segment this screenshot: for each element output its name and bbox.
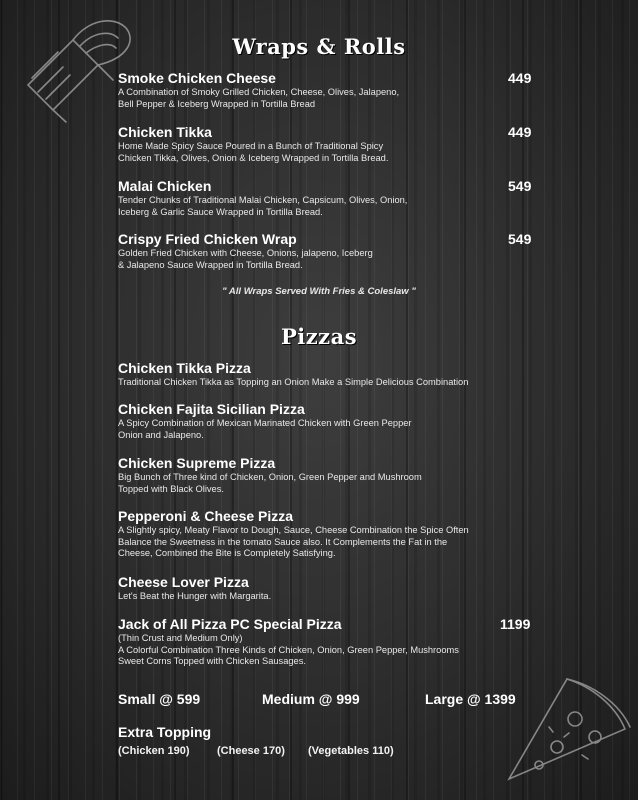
item-description: Sweet Corns Topped with Chicken Sausages. <box>118 656 306 666</box>
menu-item <box>118 401 548 441</box>
item-description: A Slightly spicy, Meaty Flavor to Dough, Sauce, Cheese Combination the Spice Often <box>118 525 469 535</box>
item-description: Home Made Spicy Sauce Poured in a Bunch of Traditional Spicy <box>118 141 384 151</box>
item-description: Onion and Jalapeno. <box>118 429 204 440</box>
pizzas-section-title: Pizzas <box>280 324 358 349</box>
item-description: Let's Beat the Hunger with Margarita. <box>118 591 272 601</box>
menu-item <box>118 508 548 560</box>
topping-chicken: (Chicken 190) <box>118 745 190 757</box>
item-description: Bell Pepper & Iceberg Wrapped in Tortilla Bread <box>118 98 316 109</box>
menu-item <box>118 616 548 668</box>
menu-item <box>118 455 548 495</box>
item-description: Cheese, Combined the Bite is Completely Satisfying. <box>118 548 336 558</box>
menu-item <box>118 124 548 164</box>
item-description: A Spicy Combination of Mexican Marinated Chicken with Green Pepper <box>118 418 412 428</box>
item-name: Chicken Tikka <box>118 124 212 140</box>
item-name: Chicken Supreme Pizza <box>118 455 276 471</box>
item-name: Smoke Chicken Cheese <box>118 70 276 86</box>
item-name: Crispy Fried Chicken Wrap <box>118 231 297 247</box>
menu-item <box>118 360 548 389</box>
item-name: Jack of All Pizza PC Special Pizza <box>118 616 342 632</box>
item-description: A Combination of Smoky Grilled Chicken, Cheese, Olives, Jalapeno, <box>118 87 400 97</box>
item-price: 549 <box>508 178 532 194</box>
item-description: & Jalapeno Sauce Wrapped in Tortilla Bread. <box>118 259 303 270</box>
item-description: Chicken Tikka, Olives, Onion & Iceberg Wrapped in Tortilla Bread. <box>118 152 389 163</box>
extra-topping-title: Extra Topping <box>118 724 212 740</box>
item-description: Big Bunch of Three kind of Chicken, Onion, Green Pepper and Mushroom <box>118 472 422 482</box>
item-description: Golden Fried Chicken with Cheese, Onions, jalapeno, Iceberg <box>118 248 373 258</box>
menu-item <box>118 178 548 218</box>
pizza-slice-sketch-icon <box>497 667 632 792</box>
item-description: (Thin Crust and Medium Only) <box>118 633 243 643</box>
item-price: 449 <box>508 70 532 86</box>
item-description: Iceberg & Garlic Sauce Wrapped in Tortilla Bread. <box>118 206 323 217</box>
wraps-section-title: Wraps & Rolls <box>232 34 406 59</box>
menu-item <box>118 574 548 603</box>
item-name: Chicken Fajita Sicilian Pizza <box>118 401 305 417</box>
topping-cheese: (Cheese 170) <box>217 745 285 757</box>
item-description: Tender Chunks of Traditional Malai Chicken, Capsicum, Olives, Onion, <box>118 195 408 205</box>
menu-item <box>118 70 548 110</box>
item-price: 1199 <box>500 616 531 632</box>
item-name: Chicken Tikka Pizza <box>118 360 251 376</box>
wraps-note: " All Wraps Served With Fries & Coleslaw " <box>222 286 416 297</box>
item-name: Cheese Lover Pizza <box>118 574 249 590</box>
item-name: Pepperoni & Cheese Pizza <box>118 508 294 524</box>
item-description: A Colorful Combination Three Kinds of Chicken, Onion, Green Pepper, Mushrooms <box>118 644 459 655</box>
item-name: Malai Chicken <box>118 178 212 194</box>
item-description: Topped with Black Olives. <box>118 483 224 494</box>
topping-vegetables: (Vegetables 110) <box>308 745 394 757</box>
item-description: Balance the Sweetness in the tomato Sauce also. It Complements the Fat in the <box>118 536 448 547</box>
item-price: 449 <box>508 124 532 140</box>
menu-item <box>118 231 548 271</box>
item-price: 549 <box>508 231 532 247</box>
item-description: Traditional Chicken Tikka as Topping an Onion Make a Simple Delicious Combination <box>118 377 469 387</box>
size-large: Large @ 1399 <box>425 691 516 707</box>
size-small: Small @ 599 <box>118 691 201 707</box>
size-medium: Medium @ 999 <box>262 691 360 707</box>
